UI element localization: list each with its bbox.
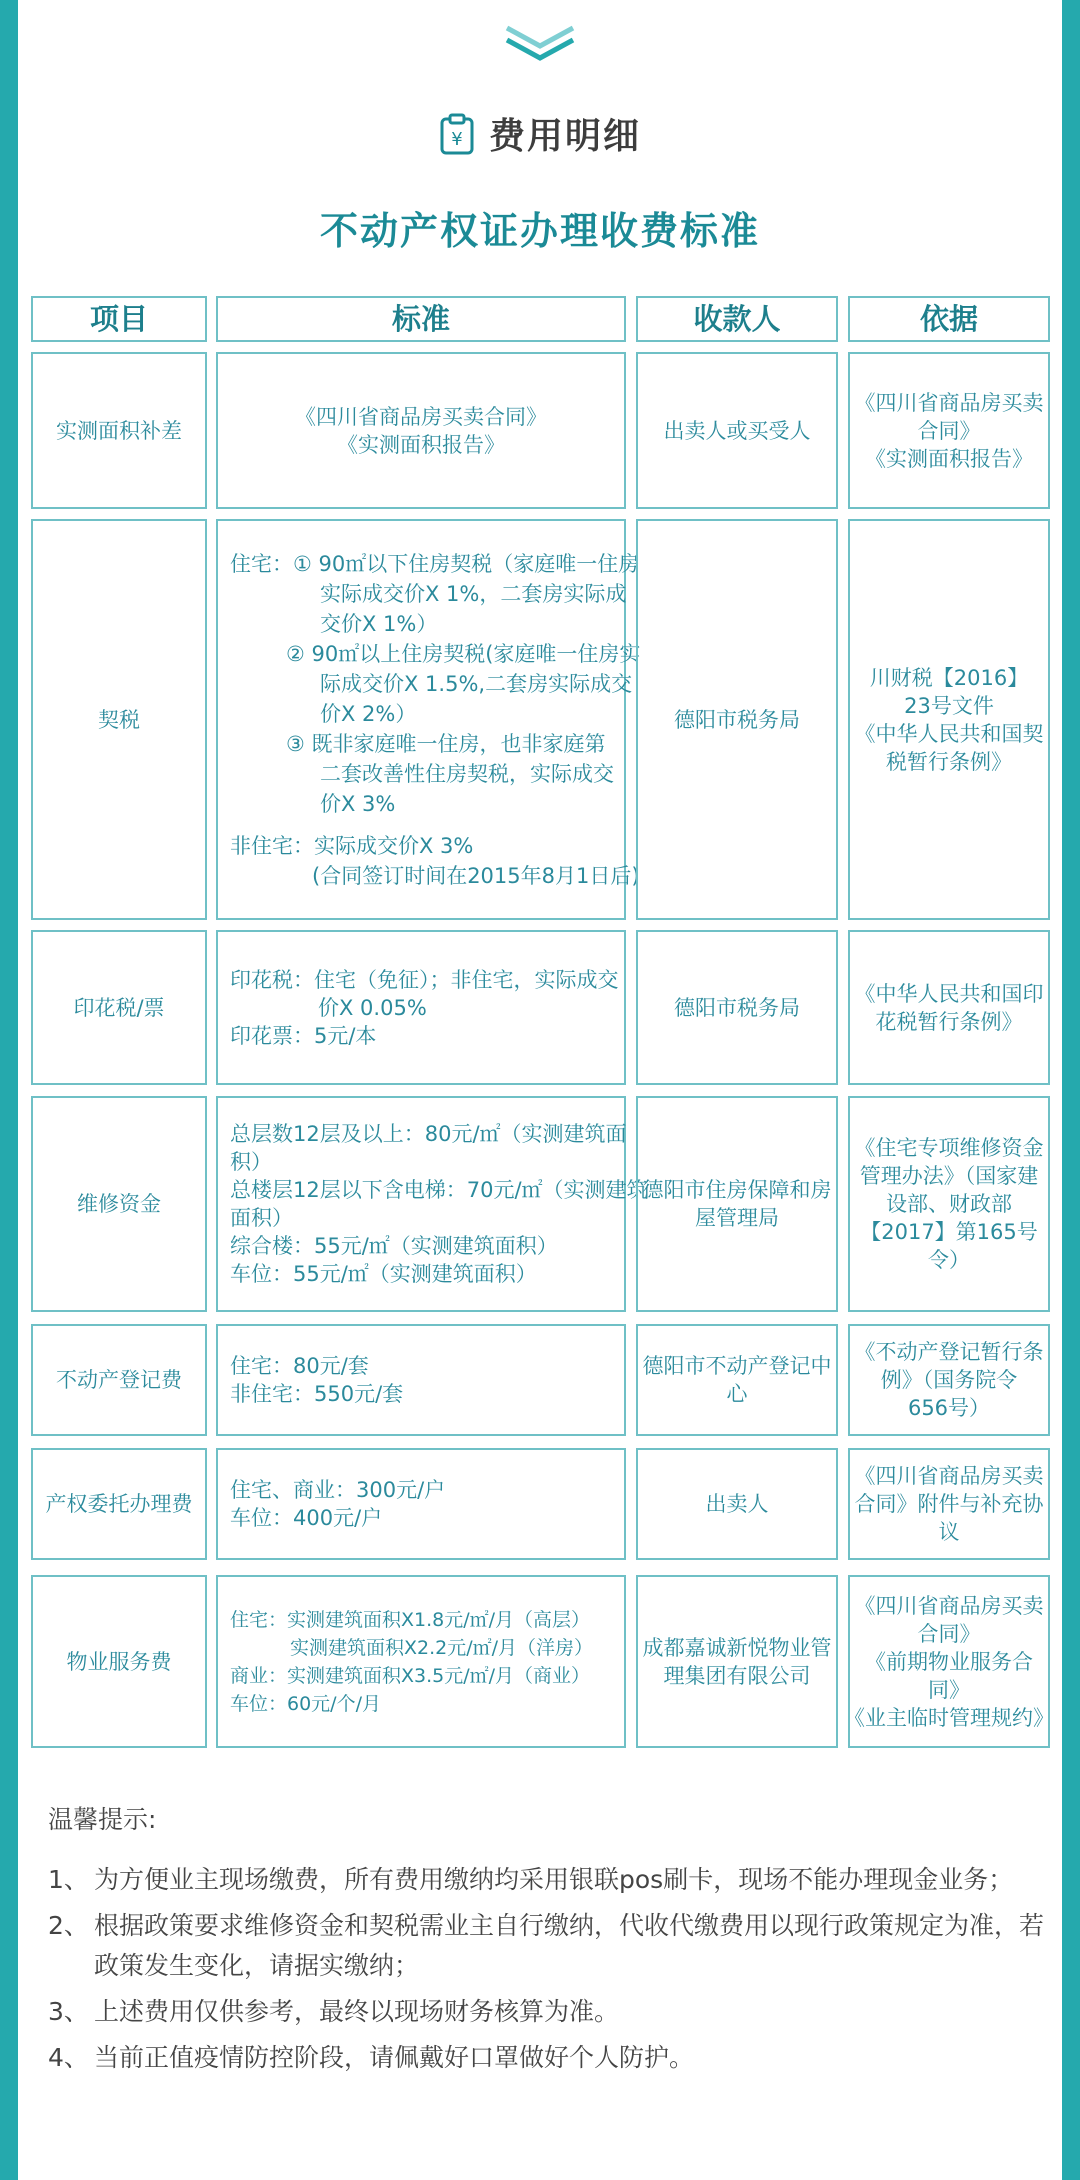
row-3-basis-line: 花税暂行条例》	[875, 1009, 1023, 1034]
row-5-standard	[216, 1324, 626, 1436]
row-2-standard-line: 实际成交价X 1%，二套房实际成	[320, 581, 627, 606]
row-1-basis-line: 《实测面积报告》	[865, 446, 1033, 471]
row-6-basis	[848, 1448, 1050, 1560]
row-4-basis-line: 令）	[928, 1248, 970, 1272]
row-2-standard	[216, 519, 641, 920]
row-5-basis-line: 例》（国务院令	[880, 1368, 1018, 1392]
header-item: 项目	[31, 296, 207, 342]
row-5-item: 不动产登记费	[31, 1324, 207, 1436]
row-3-standard-line: 价X 0.05%	[318, 995, 427, 1020]
row-7-item: 物业服务费	[31, 1575, 207, 1748]
right-frame-bar	[1062, 0, 1080, 2180]
row-5-payee	[636, 1324, 838, 1436]
row-7-standard-line: 商业：实测建筑面积X3.5元/㎡/月（商业）	[230, 1664, 591, 1687]
row-1-item: 实测面积补差	[31, 352, 207, 509]
header-payee: 收款人	[636, 296, 838, 342]
row-2-payee: 德阳市税务局	[636, 519, 838, 920]
row-2-basis-line: 税暂行条例》	[886, 749, 1012, 774]
row-6-standard-line: 住宅、商业：300元/户	[230, 1478, 446, 1502]
row-2-standard-line: 交价X 1%）	[320, 611, 438, 636]
tips-title: 温馨提示:	[48, 1805, 157, 1834]
row-1-standard-line: 《实测面积报告》	[337, 432, 505, 457]
row-4-standard-line: 总层数12层及以上：80元/㎡（实测建筑面	[230, 1122, 627, 1146]
row-2-basis-line: 川财税【2016】	[869, 665, 1029, 690]
row-3-standard-line: 印花票：5元/本	[230, 1023, 377, 1048]
section-header	[0, 108, 1080, 159]
row-3-basis	[848, 930, 1050, 1085]
row-1-standard-line: 《四川省商品房买卖合同》	[295, 404, 547, 429]
svg-text:¥: ¥	[451, 128, 463, 150]
tip-item	[48, 1860, 1048, 1900]
row-7-standard-line: 实测建筑面积X2.2元/㎡/月（洋房）	[290, 1636, 594, 1659]
row-6-basis-line: 《四川省商品房买卖	[854, 1464, 1044, 1488]
row-1-standard	[216, 352, 626, 509]
row-1-basis	[848, 352, 1050, 509]
row-4-standard-line: 面积）	[230, 1206, 293, 1230]
header-standard: 标准	[216, 296, 626, 342]
header-basis: 依据	[848, 296, 1050, 342]
row-4-item: 维修资金	[31, 1096, 207, 1312]
tip-item	[48, 1906, 1048, 1986]
row-2-item: 契税	[31, 519, 207, 920]
row-3-standard	[216, 930, 626, 1085]
tip-number: 2、	[48, 1911, 89, 1940]
row-2-basis	[848, 519, 1050, 920]
row-2-standard-line: 际成交价X 1.5%,二套房实际成交	[320, 671, 633, 696]
tip-text: 上述费用仅供参考，最终以现场财务核算为准。	[94, 1997, 620, 2026]
row-5-basis-line: 656号）	[907, 1396, 991, 1420]
tip-item	[48, 1992, 1048, 2032]
row-4-basis	[848, 1096, 1050, 1312]
row-4-payee-line: 德阳市住房保障和房	[642, 1178, 832, 1202]
row-5-payee-line: 德阳市不动产登记中	[642, 1354, 832, 1378]
row-4-basis-line: 《住宅专项维修资金	[854, 1136, 1044, 1160]
row-7-basis-line: 合同》	[917, 1621, 981, 1646]
tip-text: 当前正值疫情防控阶段，请佩戴好口罩做好个人防护。	[94, 2043, 695, 2072]
row-5-payee-line: 心	[726, 1382, 748, 1406]
row-7-basis	[844, 1575, 1054, 1748]
tip-text: 根据政策要求维修资金和契税需业主自行缴纳，代收代缴费用以现行政策规定为准，若政策发生变化，请据实缴纳；	[94, 1911, 1045, 1980]
row-4-basis-line: 管理办法》（国家建	[859, 1164, 1039, 1188]
document-title: 不动产权证办理收费标准	[319, 209, 760, 253]
section-title: 费用明细	[488, 116, 641, 157]
row-5-basis	[848, 1324, 1050, 1436]
row-4-payee-line: 屋管理局	[695, 1206, 779, 1230]
row-7-payee-line: 成都嘉诚新悦物业管	[642, 1635, 832, 1660]
row-2-standard-line: 价X 3%	[320, 791, 396, 816]
row-2-standard-line: 住宅：① 90㎡以下住房契税（家庭唯一住房	[230, 551, 640, 576]
tip-number: 1、	[48, 1865, 89, 1894]
row-7-payee	[636, 1575, 838, 1748]
tip-item	[48, 2038, 1048, 2078]
row-7-basis-line: 同》	[928, 1677, 970, 1702]
receipt-yuan-icon	[439, 113, 475, 155]
row-7-standard-line: 住宅：实测建筑面积X1.8元/㎡/月（高层）	[230, 1608, 591, 1631]
row-7-basis-line: 《业主临时管理规约》	[844, 1705, 1054, 1730]
row-1-basis-line: 合同》	[917, 418, 981, 443]
row-7-payee-line: 理集团有限公司	[663, 1663, 811, 1688]
row-3-standard-line: 印花税：住宅（免征）；非住宅，实际成交	[230, 967, 619, 992]
row-4-payee	[636, 1096, 838, 1312]
row-6-standard	[216, 1448, 626, 1560]
row-6-basis-line: 议	[938, 1520, 960, 1544]
row-3-basis-line: 《中华人民共和国印	[854, 981, 1044, 1006]
double-chevron-down-icon	[505, 24, 575, 64]
row-6-basis-line: 合同》附件与补充协	[854, 1492, 1044, 1516]
row-4-standard-line: 车位：55元/㎡（实测建筑面积）	[230, 1262, 537, 1286]
tip-number: 3、	[48, 1997, 89, 2026]
row-2-standard-line: 非住宅：实际成交价X 3%	[230, 833, 474, 858]
row-5-standard-line: 非住宅：550元/套	[230, 1382, 404, 1406]
row-2-standard-line: 价X 2%）	[320, 701, 417, 726]
row-2-basis-line: 《中华人民共和国契	[854, 721, 1044, 746]
left-frame-bar	[0, 0, 18, 2180]
row-6-standard-line: 车位：400元/户	[230, 1506, 383, 1530]
row-3-payee: 德阳市税务局	[636, 930, 838, 1085]
tip-number: 4、	[48, 2043, 89, 2072]
row-1-payee: 出卖人或买受人	[636, 352, 838, 509]
row-6-item: 产权委托办理费	[31, 1448, 207, 1560]
row-7-standard-line: 车位：60元/个/月	[230, 1692, 381, 1715]
row-5-basis-line: 《不动产登记暂行条	[854, 1340, 1044, 1364]
row-4-standard-line: 总楼层12层以下含电梯：70元/㎡（实测建筑	[230, 1178, 648, 1202]
row-2-basis-line: 23号文件	[904, 693, 994, 718]
row-2-standard-line: ③ 既非家庭唯一住房，也非家庭第	[286, 731, 606, 756]
row-4-standard-line: 综合楼：55元/㎡（实测建筑面积）	[230, 1234, 558, 1258]
row-7-standard	[216, 1575, 626, 1748]
row-4-standard	[216, 1096, 648, 1312]
row-4-basis-line: 【2017】第165号	[860, 1220, 1038, 1244]
row-2-standard-line: (合同签订时间在2015年8月1日后)	[312, 863, 640, 888]
row-7-basis-line: 《四川省商品房买卖	[854, 1593, 1044, 1618]
row-4-standard-line: 积）	[230, 1150, 272, 1174]
row-3-item: 印花税/票	[31, 930, 207, 1085]
row-6-payee: 出卖人	[636, 1448, 838, 1560]
row-2-standard-line: 二套改善性住房契税，实际成交	[320, 761, 614, 786]
tips-section	[48, 1800, 1048, 2084]
row-5-standard-line: 住宅：80元/套	[230, 1354, 369, 1378]
row-2-standard-line: ② 90㎡以上住房契税(家庭唯一住房实	[286, 641, 641, 666]
tip-text: 为方便业主现场缴费，所有费用缴纳均采用银联pos刷卡，现场不能办理现金业务；	[94, 1865, 1014, 1894]
row-1-basis-line: 《四川省商品房买卖	[854, 390, 1044, 415]
row-4-basis-line: 设部、财政部	[886, 1192, 1012, 1216]
row-7-basis-line: 《前期物业服务合	[865, 1649, 1033, 1674]
